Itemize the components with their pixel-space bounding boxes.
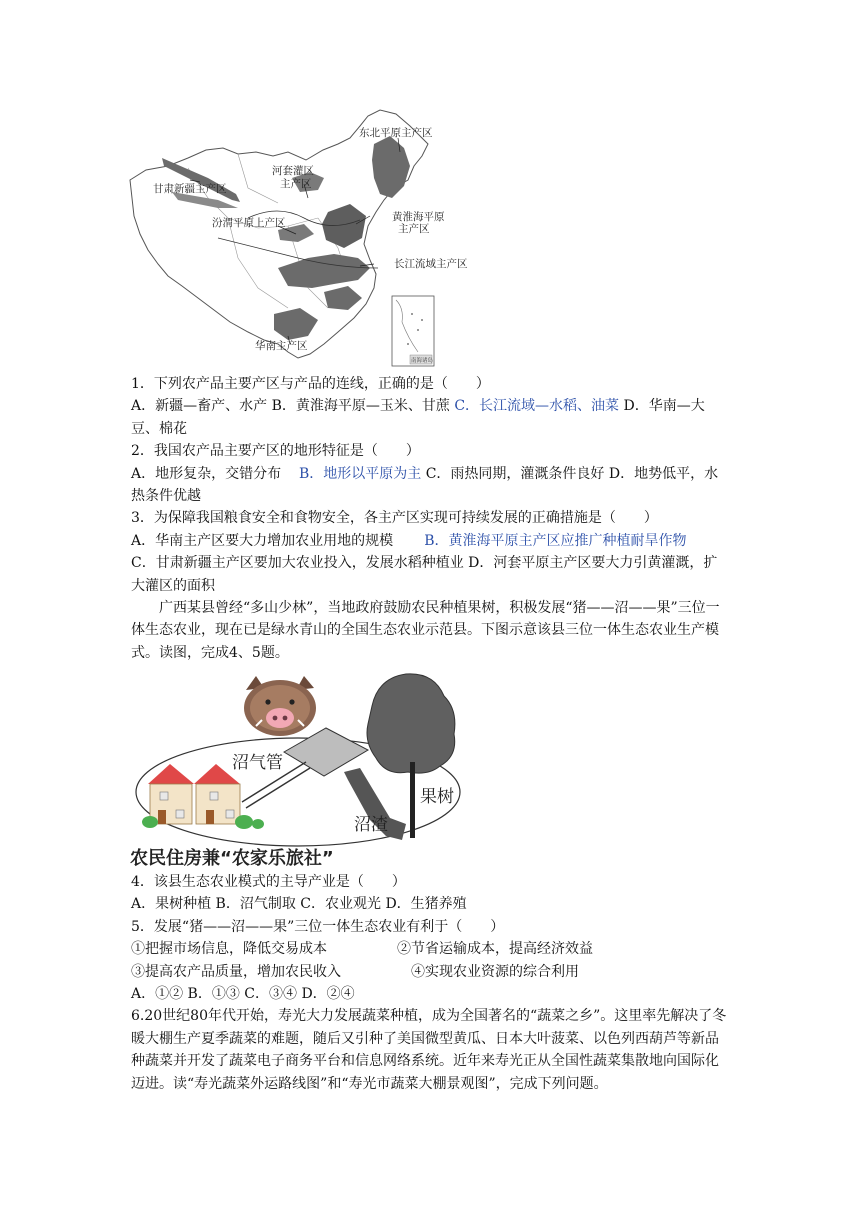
q1-option-b: B．黄淮海平原—玉米、甘蔗 [271, 398, 450, 415]
intro-q4-q5: 广西某县曾经“多山少林”，当地政府鼓励农民种植果树，积极发展“猪——沼——果”三位一体生态农业，现在已是绿水青山的全国生态农业示范县。下图示意该县三位一体生态农业生产模式。读图，完成4、5题。 [131, 600, 720, 661]
eco-farming-diagram [128, 672, 473, 872]
q3-option-c: C．甘肃新疆主产区要加大农业投入，发展水稻种植业 [131, 555, 464, 572]
q3-options-cd [131, 552, 731, 597]
svg-text:南海诸岛: 南海诸岛 [411, 358, 434, 364]
q5-opts-12 [131, 938, 731, 960]
q1-option-d: D．华南—大豆、棉花 [131, 398, 705, 437]
label-fruit-tree: 果树 [420, 787, 454, 807]
pig-icon [244, 676, 316, 736]
q4-options: A．果树种植 B．沼气制取 C．农业观光 D．生猪养殖 [131, 896, 467, 913]
label-biogas-pipe: 沼气管 [232, 753, 283, 773]
china-agriculture-map [128, 108, 473, 370]
q5-opt-4: ④实现农业资源的综合利用 [411, 963, 579, 980]
q2-options [131, 463, 731, 508]
label-fenwei: 汾渭平原上产区 [212, 217, 286, 229]
label-biogas-residue: 沼渣 [354, 815, 388, 835]
region-northeast [372, 136, 410, 198]
inset-south-china-sea [392, 296, 434, 366]
questions-1-3 [131, 373, 731, 664]
q5-choices: A．①② B．①③ C．③④ D．②④ [131, 986, 355, 1003]
q2-stem: 2．我国农产品主要产区的地形特征是（ ） [131, 443, 420, 460]
q1-stem: 1．下列农产品主要产区与产品的连线，正确的是（ ） [131, 376, 490, 392]
diagram-caption: 农民住房兼“农家乐旅社” [130, 848, 334, 869]
q6-intro: 6.20世纪80年代开始，寿光大力发展蔬菜种植，成为全国著名的“蔬菜之乡”。这里率先解决了冬暖大棚生产夏季蔬菜的难题，随后又引种了美国微型黄瓜、日本大叶菠菜、以色列西葫芦等新品种蔬菜并开发了蔬菜电子商务平台和信息网络系统。近年来寿光正从全国性蔬菜集散地向国际化迈进。读“寿光蔬菜外运路线图”和“寿光市蔬菜大棚景观图”，完成下列问题。 [131, 1008, 727, 1092]
q3-option-b: B．黄淮海平原主产区应推广种植耐旱作物 [424, 532, 687, 549]
label-hetao-1: 河套灌区 [272, 165, 314, 177]
label-gansu-xinjiang: 甘肃新疆主产区 [153, 183, 227, 195]
q1-option-c: C．长江流域—水稻、油菜 [454, 398, 620, 415]
region-gansu-xinjiang [162, 158, 240, 202]
region-changjiang [278, 254, 370, 288]
label-northeast: 东北平原主产区 [359, 127, 433, 139]
q5-stem: 5．发展“猪——沼——果”三位一体生态农业有利于（ ） [131, 918, 505, 935]
label-huanghuai-1: 黄淮海平原 [392, 211, 445, 223]
label-huanan: 华南主产区 [255, 340, 308, 352]
q4-stem: 4．该县生态农业模式的主导产业是（ ） [131, 874, 406, 890]
region-huanghuai [322, 204, 366, 248]
region-huanan [274, 308, 318, 340]
questions-4-6 [131, 871, 731, 1095]
farmhouse-icon [142, 764, 264, 829]
q3-stem: 3．为保障我国粮食安全和食物安全，各主产区实现可持续发展的正确措施是（ ） [131, 510, 658, 527]
q3-options-ab [131, 530, 731, 552]
q2-option-a: A．地形复杂，交错分布 [131, 465, 282, 482]
q2-option-d: D．地势低平，水热条件优越 [131, 465, 719, 505]
q2-option-b: B．地形以平原为主 [298, 465, 422, 482]
q3-option-d: D．河套平原主产区要大力引黄灌溉，扩大灌区的面积 [131, 555, 718, 594]
q5-opts-34 [131, 961, 731, 983]
biogas-digester [284, 728, 368, 776]
label-hetao-2: 主产区 [280, 178, 312, 190]
label-changjiang: 长江流域主产区 [394, 258, 468, 270]
q5-opt-1: ①把握市场信息，降低交易成本 [131, 941, 327, 958]
q5-opt-2: ②节省运输成本，提高经济效益 [397, 941, 593, 958]
q5-opt-3: ③提高农产品质量，增加农民收入 [131, 963, 341, 980]
label-huanghuai-2: 主产区 [398, 223, 430, 235]
q1-option-a: A．新疆—畜产、水产 [131, 398, 268, 415]
q3-option-a: A．华南主产区要大力增加农业用地的规模 [131, 532, 394, 549]
q2-option-c: C．雨热同期，灌溉条件良好 [425, 465, 605, 482]
q1-options [131, 395, 731, 440]
